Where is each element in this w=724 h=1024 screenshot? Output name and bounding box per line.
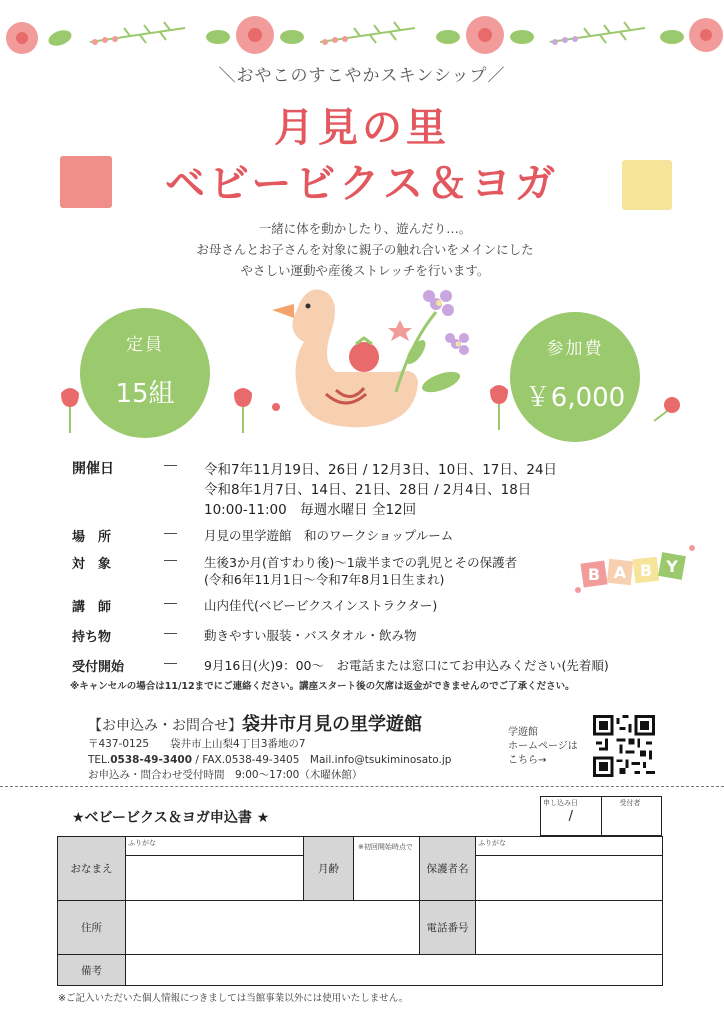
items-label: 持ち物 — [72, 630, 112, 645]
phone-label: 電話番号 — [420, 901, 476, 955]
contact-tel-line — [88, 752, 451, 767]
age-label: 月齢 — [304, 837, 354, 901]
fax-mail: / FAX.0538-49-3405 Mail.info@tsukiminosato.jp — [192, 754, 452, 766]
phone-field[interactable] — [476, 901, 663, 955]
age-field[interactable] — [354, 837, 420, 901]
tel-prefix: TEL. — [88, 754, 111, 766]
block-letter: B — [587, 565, 601, 584]
yellow-square-decoration — [622, 160, 672, 210]
fee-badge — [510, 312, 640, 442]
contact-address: 〒437-0125 袋井市上山梨4丁目3番地の7 — [88, 738, 306, 750]
dates-line: 令和8年1月7日、14日、21日、28日 / 2月4日、18日 — [204, 482, 532, 498]
dash: ― — [164, 458, 177, 473]
contact-hours: お申込み・問合わせ受付時間 9:00～17:00（木曜休館） — [88, 769, 363, 781]
dash: ― — [164, 526, 177, 541]
dash: ― — [164, 596, 177, 611]
guardian-field[interactable] — [476, 837, 663, 901]
homepage-note-line: こちら→ — [508, 755, 547, 766]
homepage-note-line: 学遊館 — [508, 727, 538, 738]
flower-icon — [236, 16, 274, 54]
office-use-table — [540, 796, 662, 836]
dash: ― — [164, 626, 177, 641]
capacity-label: 定員 — [126, 335, 164, 355]
cancel-note: ※キャンセルの場合は11/12までにご連絡ください。講座スタート後の欠席は返金ができませんのでご了承ください。 — [70, 681, 575, 692]
intro-line: やさしい運動や産後ストレッチを行います。 — [240, 263, 490, 278]
fee-label: 参加費 — [546, 339, 604, 359]
homepage-note — [508, 726, 578, 768]
target-line: 生後3か月(首すわり後)～1歳半までの乳児とその保護者 — [204, 555, 518, 570]
tulip-icon — [650, 395, 686, 425]
receipt-label: 受付者 — [619, 799, 641, 807]
flower-icon — [466, 16, 504, 54]
target-line: (令和6年11月1日～令和7年8月1日生まれ) — [204, 572, 445, 587]
place-label: 場 所 — [72, 530, 112, 545]
target-label: 対 象 — [72, 557, 112, 572]
capacity-badge — [80, 308, 210, 438]
cut-line — [0, 786, 724, 787]
organization-name: 袋井市月見の里学遊館 — [242, 714, 422, 735]
tel-number: 0538-49-3400 — [110, 754, 193, 766]
dates-line: 10:00-11:00 毎週水曜日 全12回 — [204, 502, 417, 518]
guardian-label: 保護者名 — [420, 837, 476, 901]
block-letter: Y — [666, 557, 678, 576]
dates-label: 開催日 — [72, 461, 114, 477]
apply-date-label: 申し込み日 — [543, 799, 578, 807]
instructor-text: 山内佳代(ベビービクスインストラクター) — [204, 598, 438, 613]
title-line-1: 月見の里 — [274, 105, 450, 151]
tulip-icon — [55, 385, 85, 435]
address-field[interactable] — [126, 901, 420, 955]
tagline: ＼おやこのすこやかスキンシップ／ — [218, 66, 506, 86]
furigana-label: ふりがな — [128, 839, 156, 847]
contact-label: 【お申込み・お問合せ】 — [88, 718, 242, 734]
privacy-note: ※ご記入いただいた個人情報につきましては当館事業以外には使用いたしません。 — [58, 993, 409, 1004]
duck-illustration — [236, 282, 486, 442]
remarks-field[interactable] — [126, 955, 663, 986]
place-text: 月見の里学遊館 和のワークショップルーム — [204, 528, 454, 543]
dates-line: 令和7年11月19日、26日 / 12月3日、10日、17日、24日 — [204, 462, 558, 478]
flower-icon — [689, 18, 723, 52]
address-label: 住所 — [58, 901, 126, 955]
receipt-cell[interactable] — [601, 797, 661, 836]
application-form-table — [57, 836, 663, 986]
instructor-label: 講 師 — [72, 600, 112, 615]
intro-line: 一緒に体を動かしたり、遊んだり…。 — [258, 221, 472, 236]
homepage-note-line: ホームページは — [508, 741, 578, 752]
qr-code[interactable] — [593, 715, 655, 777]
flower-icon — [6, 22, 38, 54]
reception-label: 受付開始 — [72, 660, 125, 675]
form-title: ★ベビービクス＆ヨガ申込書 ★ — [72, 810, 270, 826]
name-field[interactable] — [126, 837, 304, 901]
dash: ― — [164, 553, 177, 568]
apply-date-cell[interactable] — [541, 797, 602, 836]
date-slash: / — [568, 808, 573, 824]
baby-blocks-illustration — [572, 540, 702, 602]
age-note: ※初回開始時点で — [358, 843, 413, 851]
block-letter: B — [639, 561, 653, 580]
items-text: 動きやすい服装・バスタオル・飲み物 — [204, 628, 417, 643]
title-line-2: ベビービクス＆ヨガ — [165, 161, 559, 207]
flower-border-decoration — [0, 0, 724, 70]
furigana-label: ふりがな — [478, 839, 506, 847]
fee-value: ￥6,000 — [524, 383, 626, 413]
block-letter: A — [613, 563, 627, 582]
intro-line: お母さんとお子さんを対象に親子の触れ合いをメインにした — [196, 242, 534, 257]
remarks-label: 備考 — [58, 955, 126, 986]
reception-text: 9月16日(火)9：00～ お電話または窓口にてお申込みください(先着順) — [204, 658, 609, 673]
name-label: おなまえ — [58, 837, 126, 901]
capacity-value: 15組 — [115, 379, 175, 409]
contact-heading — [88, 710, 422, 736]
dash: ― — [164, 656, 177, 671]
tulip-icon — [484, 382, 514, 432]
